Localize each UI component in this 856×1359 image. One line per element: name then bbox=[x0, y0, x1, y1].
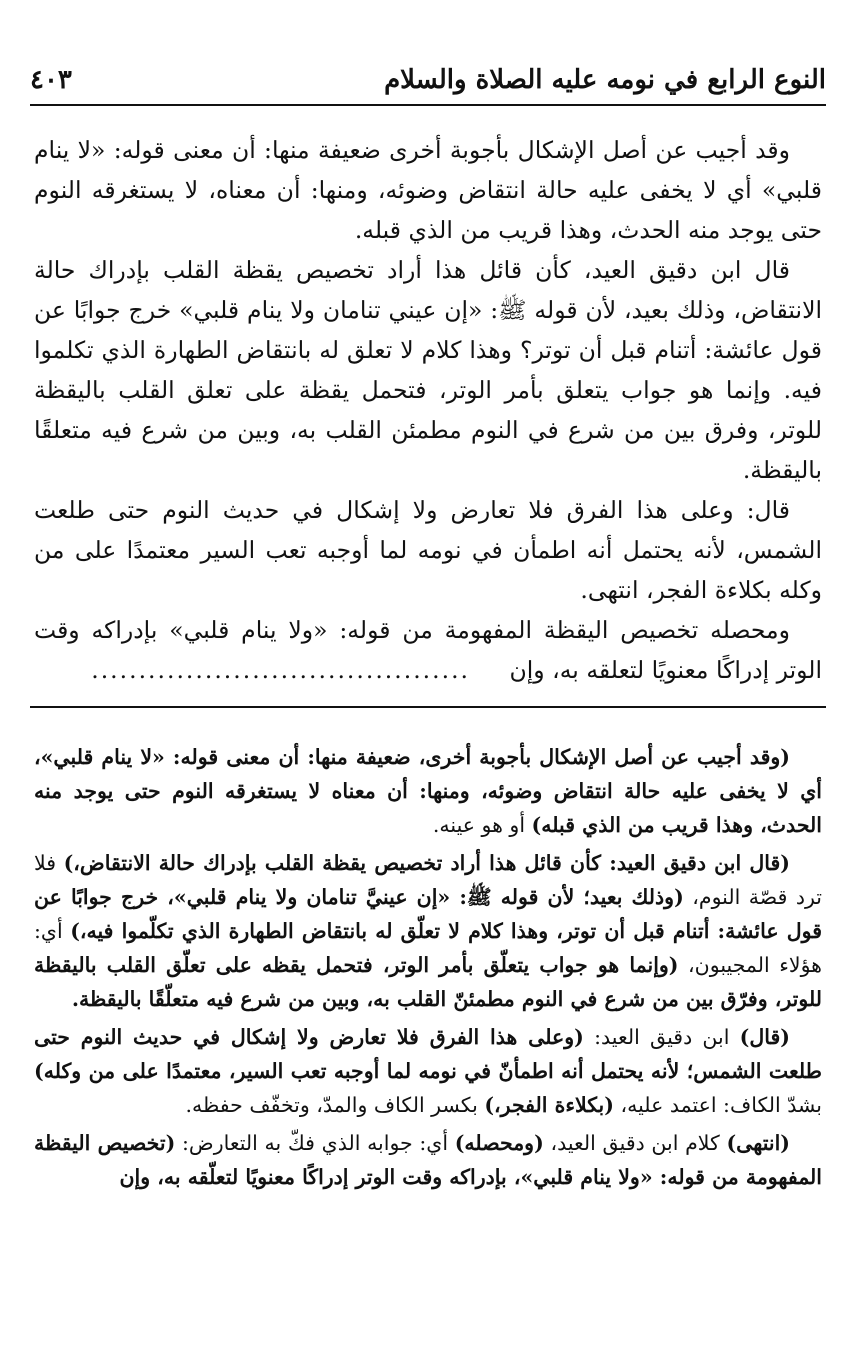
commentary-segment: (ومحصله) bbox=[454, 1131, 544, 1155]
commentary-segment: (بكلاءة الفجر،) bbox=[484, 1093, 614, 1117]
main-paragraph: وقد أجيب عن أصل الإشكال بأجوبة أخرى ضعيفة منها: أن معنى قوله: «لا ينام قلبي» أي لا يخفى عليه حالة انتقاض وضوئه، ومنها: أن معناه، لا يستغرقه النوم حتى يوجد منه الحدث، وهذا قريب من الذي قبله. bbox=[34, 136, 822, 244]
main-paragraph: قال ابن دقيق العيد، كأن قائل هذا أراد تخصيص يقظة القلب بإدراك حالة الانتقاض، وذلك بعيد، لأن قوله ﷺ: «إن عيني تنامان ولا ينام قلبي» خرج جوابًا عن قول عائشة: أتنام قبل أن توتر؟ وهذا كلام لا تعلق له بانتقاض الطهارة الذي تكلموا فيه. وإنما هو جواب يتعلق بأمر الوتر، فتحمل يقظة على تعلق القلب باليقظة للوتر، وفرق بين من شرع في النوم مطمئن القلب به، وبين من شرع فيه متعلقًا باليقظة. bbox=[34, 256, 822, 484]
page-number: ٤٠٣ bbox=[30, 65, 72, 95]
commentary-segment: أي: جوابه الذي فكّ به التعارض: bbox=[175, 1131, 455, 1155]
commentary-paragraph bbox=[34, 1126, 822, 1194]
commentary-segment: بشدّ الكاف: اعتمد عليه، bbox=[613, 1093, 822, 1117]
commentary-segment: ابن دقيق العيد: bbox=[583, 1025, 740, 1049]
commentary-segment: (وذلك بعيد؛ لأن قوله ﷺ: «إن عينيَّ تنامان ولا ينام قلبي»، خرج جوابًا عن قول عائشة: أتنام قبل أن توتر، وهذا كلام لا تعلّق له بانتقاض الطهارة الذي تكلّموا فيه،) bbox=[34, 885, 823, 943]
header-rule bbox=[30, 104, 826, 106]
commentary-segment: (تخصيص اليقظة المفهومة من قوله: «ولا ينام قلبي»، بإدراكه وقت الوتر إدراكًا معنويًا لتعلّقه به، وإن bbox=[34, 1131, 822, 1189]
commentary-segment: فلا ترد قصّة النوم، bbox=[34, 851, 823, 909]
separator-rule bbox=[30, 706, 826, 708]
commentary-text bbox=[34, 740, 822, 1198]
continuation-dots: ........................................ bbox=[91, 656, 471, 684]
commentary-segment: (وقد أجيب عن أصل الإشكال بأجوبة أخرى، ضعيفة منها: أن معنى قوله: «لا ينام قلبي»، أي لا يخفى عليه حالة انتقاض وضوئه، ومنها: أن معناه لا يستغرقه النوم حتى يوجد منه الحدث، وهذا قريب من الذي قبله) bbox=[34, 745, 822, 837]
commentary-segment: بكسر الكاف والمدّ، وتخفّف حفظه. bbox=[185, 1093, 485, 1117]
main-paragraph bbox=[34, 610, 822, 690]
commentary-segment: كلام ابن دقيق العيد، bbox=[543, 1131, 727, 1155]
commentary-segment: (وعلى هذا الفرق فلا تعارض ولا إشكال في حديث النوم حتى طلعت الشمس؛ لأنه يحتمل أنه اطمأنّ في نومه لما أوجبه تعب السير، معتمدًا على من وكله) bbox=[34, 1025, 822, 1083]
commentary-segment: (قال) bbox=[739, 1025, 790, 1049]
running-header bbox=[30, 60, 826, 100]
main-paragraph: قال: وعلى هذا الفرق فلا تعارض ولا إشكال في حديث النوم حتى طلعت الشمس، لأنه يحتمل أنه اطمأن في نومه لما أوجبه تعب السير معتمدًا على من وكله بكلاءة الفجر، انتهى. bbox=[34, 496, 822, 604]
main-paragraph-text: ومحصله تخصيص اليقظة المفهومة من قوله: «ولا ينام قلبي» بإدراكه وقت الوتر إدراكًا معنويًا لتعلقه به، وإن bbox=[34, 616, 822, 684]
commentary-segment: أي: هؤلاء المجيبون، bbox=[34, 919, 822, 977]
commentary-paragraph bbox=[34, 846, 822, 1016]
commentary-paragraph bbox=[34, 740, 822, 842]
commentary-segment: أو هو عينه. bbox=[432, 813, 532, 837]
commentary-segment: (وإنما هو جواب يتعلّق بأمر الوتر، فتحمل يقظه على تعلّق القلب باليقظة للوتر، وفرّق بين من شرع في النوم مطمئنّ القلب به، وبين من شرع فيه متعلّقًا باليقظة. bbox=[34, 953, 822, 1011]
commentary-segment: (قال ابن دقيق العيد: كأن قائل هذا أراد تخصيص يقظة القلب بإدراك حالة الانتقاض،) bbox=[63, 851, 790, 875]
main-text bbox=[34, 130, 822, 690]
commentary-segment: (انتهى) bbox=[726, 1131, 790, 1155]
commentary-paragraph bbox=[34, 1020, 822, 1122]
header-title: النوع الرابع في نومه عليه الصلاة والسلام bbox=[384, 65, 826, 95]
